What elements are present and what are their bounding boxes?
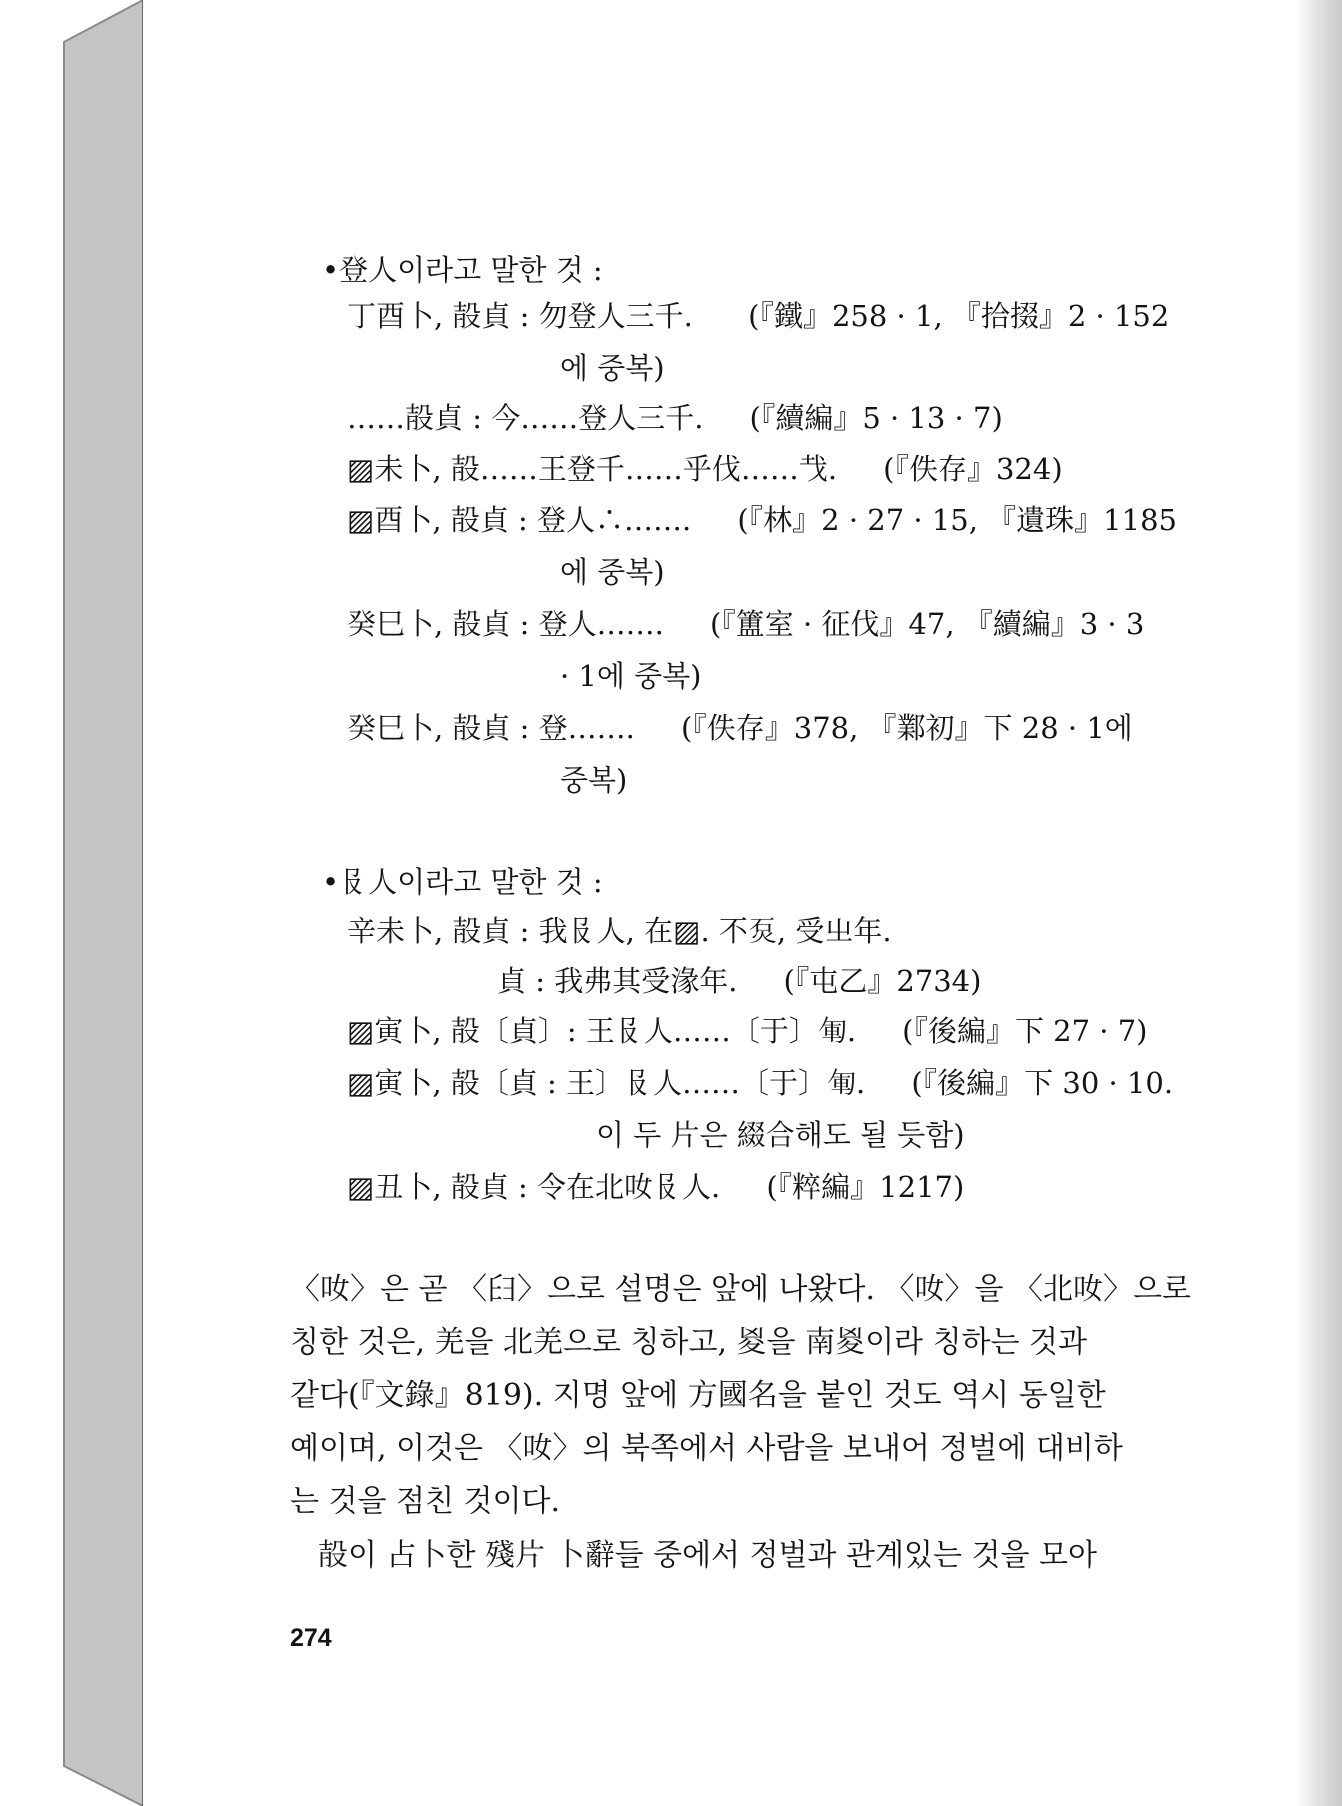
inscription-line: · 1에 중복) — [560, 659, 702, 693]
body-text-line: 〈𠯆〉은 곧 〈𦥑〉으로 설명은 앞에 나왔다. 〈𠯆〉을 〈北𠯆〉으로 — [290, 1272, 1191, 1307]
inscription-line: 貞 : 我弗其受湪年. (『屯乙』2734) — [497, 964, 982, 998]
inscription-line: ▨酉卜, 㱿貞 : 登人∴……. (『林』2 · 27 · 15, 『遺珠』1185 — [347, 503, 1177, 537]
body-text-line: 㱿이 占卜한 殘片 卜辭들 중에서 정벌과 관계있는 것을 모아 — [318, 1538, 1097, 1573]
body-text-line: 같다(『文錄』819). 지명 앞에 方國名을 붙인 것도 역시 동일한 — [290, 1378, 1106, 1413]
inscription-line: 에 중복) — [560, 555, 665, 589]
page-number: 274 — [290, 1624, 332, 1652]
inscription-line: 중복) — [560, 763, 628, 797]
inscription-line: 丁酉卜, 㱿貞 : 勿登人三千. (『鐵』258 · 1, 『拾掇』2 · 152 — [347, 299, 1170, 333]
body-text-line: 는 것을 점친 것이다. — [290, 1484, 560, 1519]
inscription-line: 이 두 片은 綴合해도 될 듯함) — [596, 1118, 965, 1152]
inscription-line: 辛未卜, 㱿貞 : 我𠬝人, 在▨. 不𤇈, 受㞢年. — [347, 914, 892, 948]
inscription-line: 癸巳卜, 㱿貞 : 登……. (『佚存』378, 『鄴初』下 28 · 1에 — [347, 711, 1133, 745]
body-text-line: 칭한 것은, 羌을 北羌으로 칭하고, 㚇을 南㚇이라 칭하는 것과 — [290, 1325, 1088, 1360]
inscription-line: ……㱿貞 : 今……登人三千. (『續編』5 · 13 · 7) — [347, 401, 1003, 435]
inscription-line: ▨丑卜, 㱿貞 : 令在北𠯆𠬝人. (『粹編』1217) — [347, 1170, 965, 1204]
inscription-line: 에 중복) — [560, 351, 665, 385]
body-text-line: 예이며, 이것은 〈𠯆〉의 북쪽에서 사람을 보내어 정벌에 대비하 — [290, 1431, 1123, 1466]
section-heading: •𠬝人이라고 말한 것 : — [322, 865, 603, 899]
inscription-line: 癸巳卜, 㱿貞 : 登人……. (『簠室 · 征伐』47, 『續編』3 · 3 — [347, 607, 1145, 641]
section-heading: •登人이라고 말한 것 : — [322, 253, 603, 287]
inscription-line: ▨寅卜, 㱿〔貞 : 王〕𠬝人……〔于〕𠣞. (『後編』下 30 · 10. — [347, 1066, 1174, 1100]
inscription-line: ▨未卜, 㱿……王登千……乎伐……𢦏. (『佚存』324) — [347, 452, 1063, 486]
inscription-line: ▨寅卜, 㱿〔貞〕: 王𠬝人……〔于〕𠣞. (『後編』下 27 · 7) — [347, 1014, 1148, 1048]
